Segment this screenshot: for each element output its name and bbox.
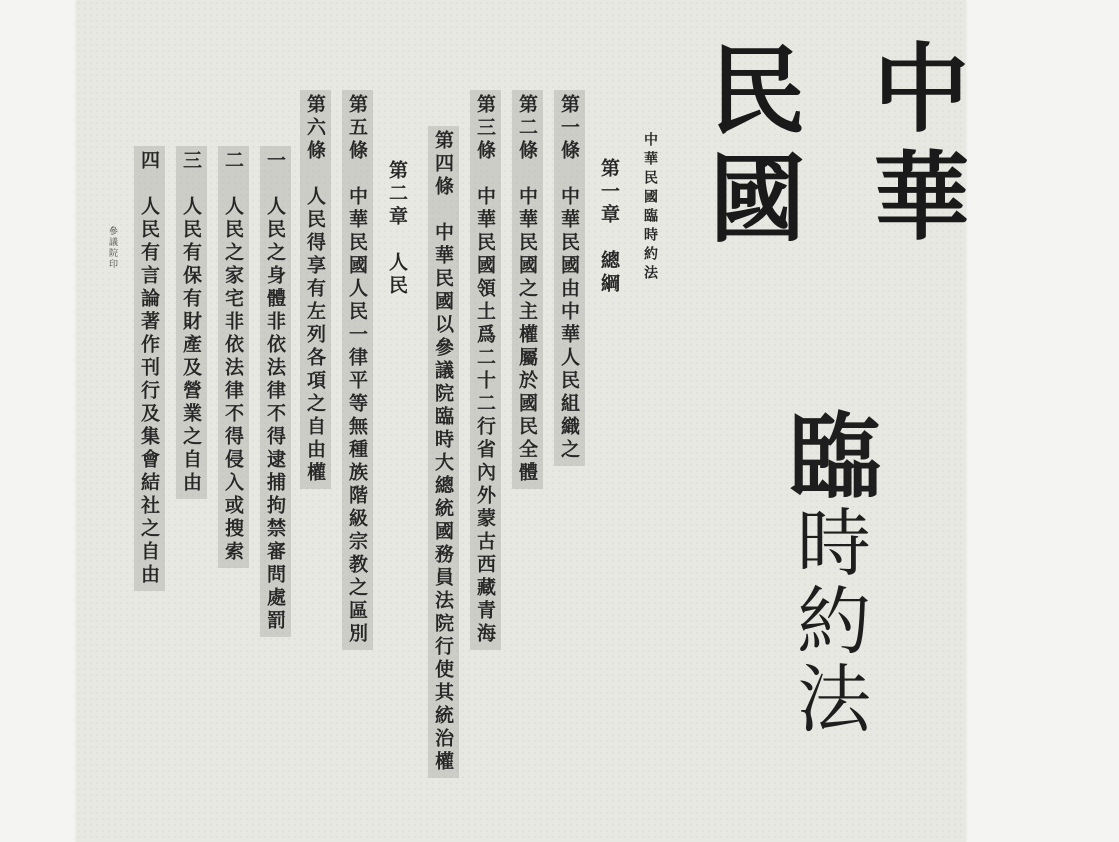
- document-sheet: [76, 0, 971, 842]
- calligraphy-lin: 臨: [774, 408, 882, 504]
- item-4: 四 人民有言論著作刊行及集會結社之自由: [134, 146, 165, 591]
- calligraphy-linshi-yuefa: [774, 408, 882, 738]
- calligraphy-shi-yue-fa: 時約法: [785, 504, 871, 738]
- article-2: 第二條 中華民國之主權屬於國民全體: [512, 90, 543, 489]
- item-2: 二 人民之家宅非依法律不得侵入或搜索: [218, 146, 249, 568]
- chapter2-heading: 第二章 人民: [386, 160, 408, 298]
- footnote: 參議院印: [107, 226, 117, 270]
- item-3: 三 人民有保有財產及營業之自由: [176, 146, 207, 499]
- chapter1-heading: 第一章 總綱: [598, 158, 620, 296]
- calligraphy-zhonghua: 中華: [858, 38, 971, 254]
- article-5: 第五條 中華民國人民一律平等無種族階級宗教之區別: [342, 90, 373, 650]
- article-4: 第四條 中華民國以參議院臨時大總統國務員法院行使其統治權: [428, 126, 459, 778]
- item-1: 一 人民之身體非依法律不得逮捕拘禁審問處罰: [260, 146, 291, 637]
- doc-title: 中華民國臨時約法: [642, 132, 658, 284]
- article-6: 第六條 人民得享有左列各項之自由權: [300, 90, 331, 489]
- calligraphy-minguo: 民國: [694, 40, 807, 256]
- article-3: 第三條 中華民國領土爲二十二行省內外蒙古西藏青海: [470, 90, 501, 650]
- article-1: 第一條 中華民國由中華人民組織之: [554, 90, 585, 466]
